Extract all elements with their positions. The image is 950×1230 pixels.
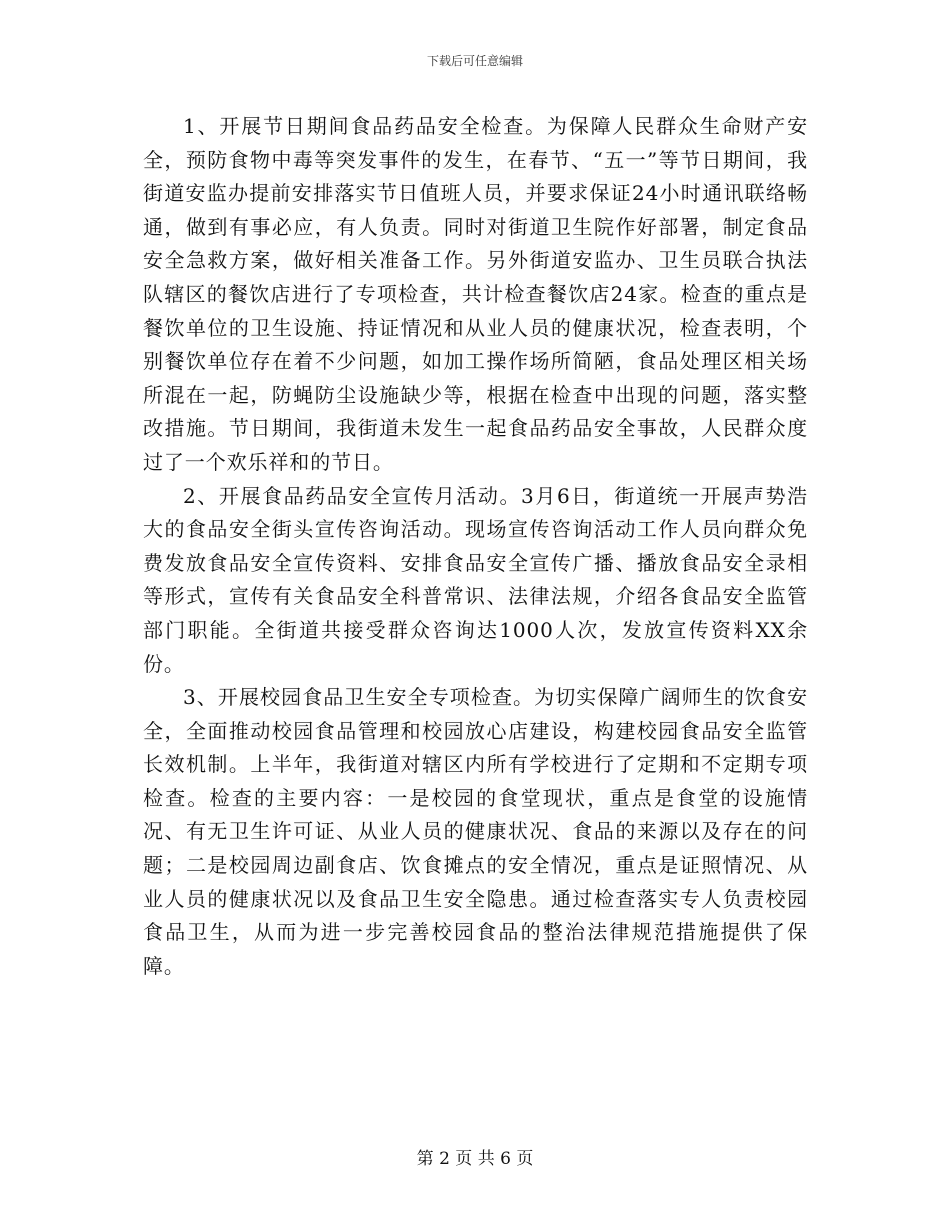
page-number-footer: 第 2 页 共 6 页	[416, 1149, 534, 1169]
paragraph-campus-inspection: 3、开展校园食品卫生安全专项检查。为切实保障广阔师生的饮食安全，全面推动校园食品管理和校园放心店建设，构建校园食品安全监管长效机制。上半年，我街道对辖区内所有学校进行了定期和不定期专项检查。检查的主要内容：一是校园的食堂现状，重点是食堂的设施情况、有无卫生许可证、从业人员的健康状况、食品的来源以及存在的问题；二是校园周边副食店、饮食摊点的安全情况，重点是证照情况、从业人员的健康状况以及食品卫生安全隐患。通过检查落实专人负责校园食品卫生，从而为进一步完善校园食品的整治法律规范措施提供了保障。	[143, 685, 808, 978]
page-header: 下载后可任意编辑	[426, 54, 523, 68]
document-body	[143, 110, 808, 983]
paragraph-publicity-month: 2、开展食品药品安全宣传月活动。3月6日，街道统一开展声势浩大的食品安全街头宣传咨询活动。现场宣传咨询活动工作人员向群众免费发放食品安全宣传资料、安排食品安全宣传广播、播放食品安全录相等形式，宣传有关食品安全科普常识、法律法规，介绍各食品安全监管部门职能。全街道共接受群众咨询达1000人次，发放宣传资料XX余份。	[143, 483, 808, 676]
paragraph-food-safety-inspection: 1、开展节日期间食品药品安全检查。为保障人民群众生命财产安全，预防食物中毒等突发事件的发生，在春节、“五一”等节日期间，我街道安监办提前安排落实节日值班人员，并要求保证24小时通讯联络畅通，做到有事必应，有人负责。同时对街道卫生院作好部署，制定食品安全急救方案，做好相关准备工作。另外街道安监办、卫生员联合执法队辖区的餐饮店进行了专项检查，共计检查餐饮店24家。检查的重点是餐饮单位的卫生设施、持证情况和从业人员的健康状况，检查表明，个别餐饮单位存在着不少问题，如加工操作场所简陋，食品处理区相关场所混在一起，防蝇防尘设施缺少等，根据在检查中出现的问题，落实整改措施。节日期间，我街道未发生一起食品药品安全事故，人民群众度过了一个欢乐祥和的节日。	[143, 114, 808, 474]
